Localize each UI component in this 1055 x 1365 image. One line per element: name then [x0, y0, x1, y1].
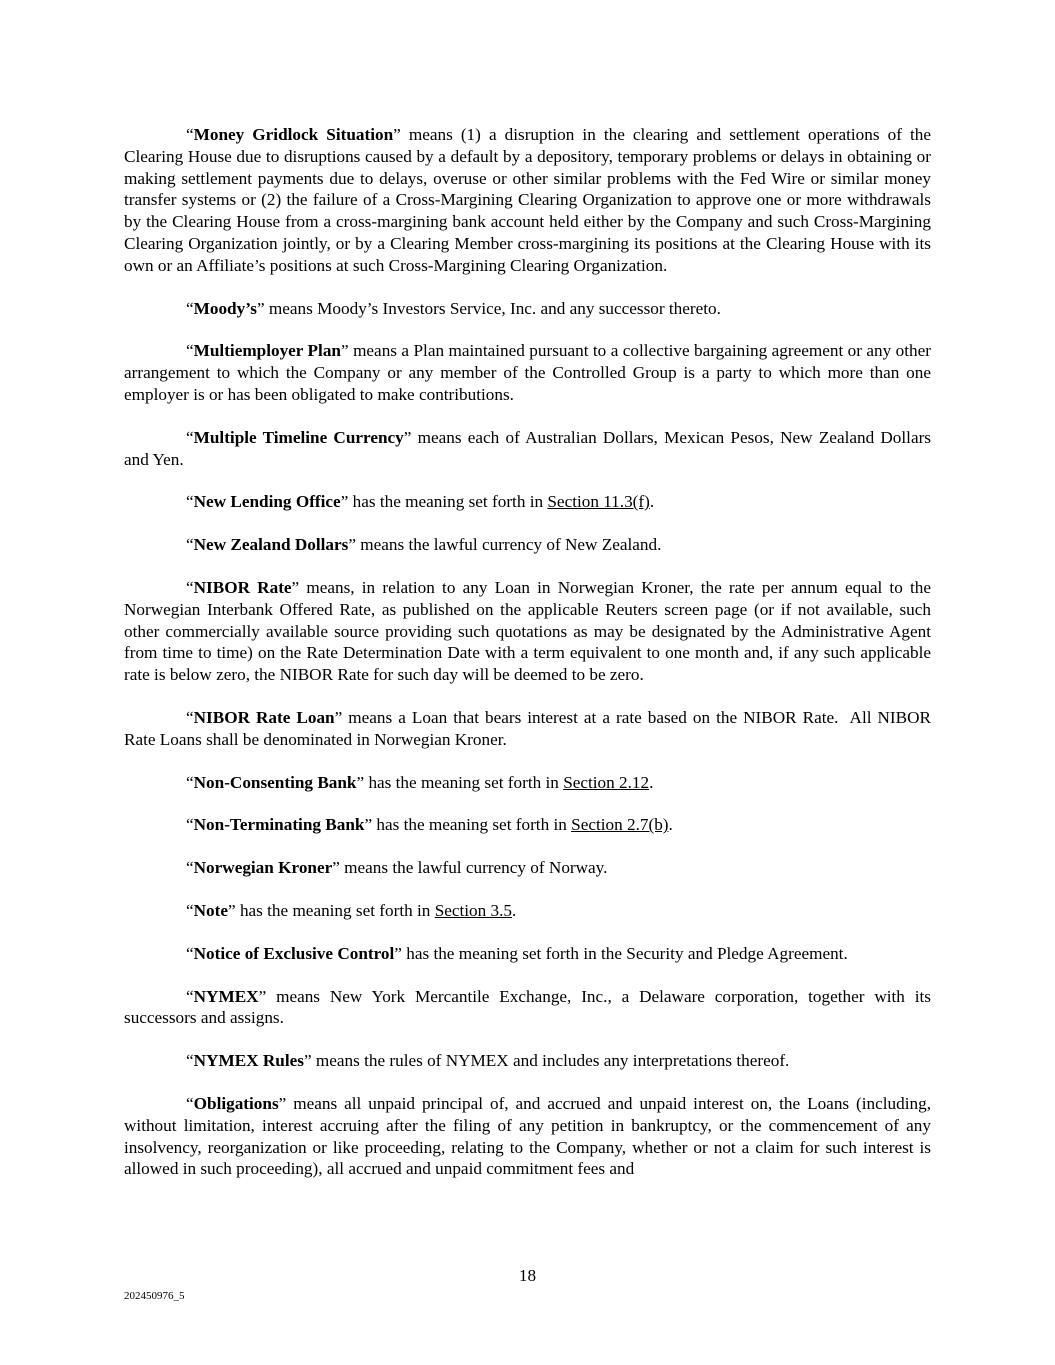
definition-multiple-timeline-currency: “Multiple Timeline Currency” means each of Australian Dollars, Mexican Pesos, New Zealand Dollars and Yen. [124, 427, 931, 469]
definition-notice-of-exclusive-control: “Notice of Exclusive Control” has the meaning set forth in the Security and Pledge Agreement. [186, 943, 848, 963]
defined-term: NIBOR Rate Loan [193, 707, 335, 727]
section-reference: Section 3.5 [434, 900, 513, 920]
defined-term: Obligations [193, 1093, 279, 1113]
defined-term: Multiple Timeline Currency [193, 427, 404, 447]
defined-term: Money Gridlock Situation [193, 125, 394, 144]
defined-term: Non-Terminating Bank [193, 815, 365, 835]
definition-non-terminating-bank: “Non-Terminating Bank” has the meaning set forth in Section 2.7(b). [186, 815, 673, 835]
defined-term: New Lending Office [193, 492, 341, 512]
defined-term: Norwegian Kroner [193, 858, 333, 878]
section-reference: Section 2.12 [563, 772, 650, 792]
definition-obligations: “Obligations” means all unpaid principal of, and accrued and unpaid interest on, the Loans (including, without limitation, interest accruing after the filing of any petition in bankruptcy, or the commencement of any insolvency, reorganization or like proceeding, relating to the Company, whether or not a claim for such interest is allowed in such proceeding), all accrued and unpaid commitment fees and [124, 1093, 931, 1179]
document-body [124, 124, 936, 1201]
defined-term: Multiemployer Plan [193, 341, 341, 361]
defined-term: New Zealand Dollars [193, 535, 349, 555]
defined-term: Moody’s [193, 298, 257, 318]
definition-nymex-rules: “NYMEX Rules” means the rules of NYMEX and includes any interpretations thereof. [186, 1051, 790, 1071]
definition-nibor-rate: “NIBOR Rate” means, in relation to any Loan in Norwegian Kroner, the rate per annum equal to the Norwegian Interbank Offered Rate, as published on the applicable Reuters screen page (or if not available, such other commercially available source providing such quotations as may be designated by the Administrative Agent from time to time) on the Rate Determination Date with a term equivalent to one month and, if any such applicable rate is below zero, the NIBOR Rate for such day will be deemed to be zero. [124, 577, 931, 685]
document-id: 202450976_5 [124, 1290, 185, 1302]
section-reference: Section 11.3(f) [547, 492, 650, 512]
definition-nymex: “NYMEX” means New York Mercantile Exchange, Inc., a Delaware corporation, together with its successors and assigns. [124, 986, 931, 1028]
defined-term: Non-Consenting Bank [193, 772, 357, 792]
definition-moodys: “Moody’s” means Moody’s Investors Service, Inc. and any successor thereto. [186, 298, 721, 318]
definition-norwegian-kroner: “Norwegian Kroner” means the lawful currency of Norway. [186, 858, 608, 878]
definition-new-lending-office: “New Lending Office” has the meaning set forth in Section 11.3(f). [186, 492, 655, 512]
definition-note: “Note” has the meaning set forth in Section 3.5. [186, 900, 517, 920]
definition-money-gridlock-situation: “Money Gridlock Situation” means (1) a disruption in the clearing and settlement operations of the Clearing House due to disruptions caused by a default by a depository, temporary problems or delays in obtaining or making settlement payments due to delays, overuse or other similar problems with the Fed Wire or similar money transfer systems or (2) the failure of a Cross-Margining Clearing Organization to approve one or more withdrawals by the Clearing House from a cross-margining bank account held either by the Company and such Cross-Margining Clearing Organization jointly, or by a Clearing Member cross-margining its positions at the Clearing House with its own or an Affiliate’s positions at such Cross-Margining Clearing Organization. [124, 125, 931, 275]
defined-term: NYMEX Rules [193, 1051, 304, 1071]
defined-term: NIBOR Rate [193, 577, 292, 597]
defined-term: Notice of Exclusive Control [193, 943, 395, 963]
section-reference: Section 2.7(b) [571, 815, 669, 835]
definition-nibor-rate-loan: “NIBOR Rate Loan” means a Loan that bears interest at a rate based on the NIBOR Rate. All NIBOR Rate Loans shall be denominated in Norwegian Kroner. [124, 707, 936, 749]
definition-non-consenting-bank: “Non-Consenting Bank” has the meaning set forth in Section 2.12. [186, 772, 654, 792]
defined-term: Note [193, 900, 228, 920]
defined-term: NYMEX [193, 986, 259, 1006]
definition-new-zealand-dollars: “New Zealand Dollars” means the lawful currency of New Zealand. [186, 535, 662, 555]
page-number: 18 [518, 1266, 537, 1285]
definition-multiemployer-plan: “Multiemployer Plan” means a Plan maintained pursuant to a collective bargaining agreement or any other arrangement to which the Company or any member of the Controlled Group is a party to which more than one employer is or has been obligated to make contributions. [124, 341, 931, 404]
